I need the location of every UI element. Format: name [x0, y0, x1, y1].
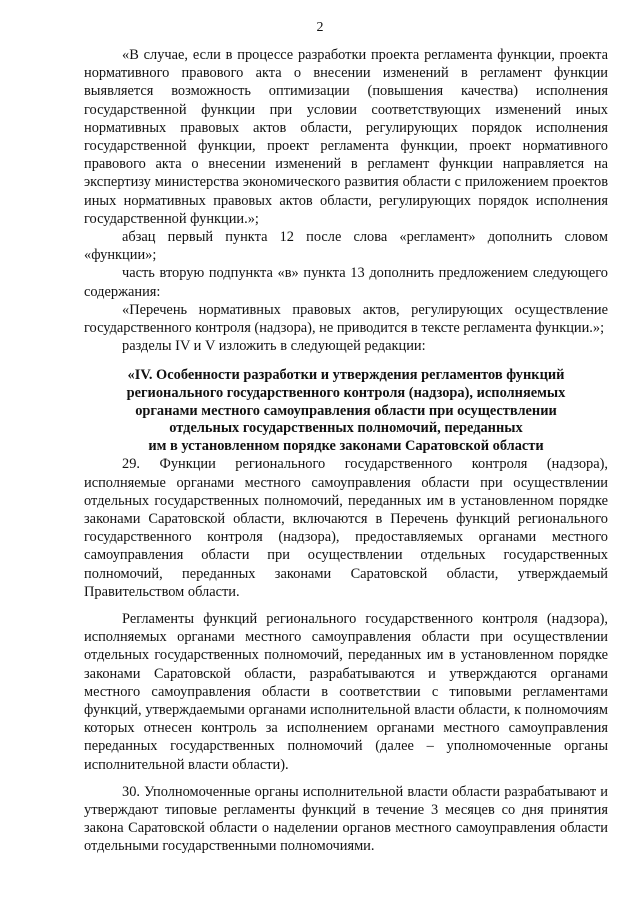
- paragraph-clause-13: часть вторую подпункта «в» пункта 13 дополнить предложением следующего содержания:: [84, 265, 608, 300]
- heading-line: органами местного самоуправления области при осуществлении: [135, 402, 557, 419]
- heading-line: им в установленном порядке законами Саратовской области: [148, 437, 544, 454]
- paragraph-item-29: 29. Функции регионального государственного контроля (надзора), исполняемые органами местного самоуправления области при осуществлении отдельных государственных полномочий, переданных им в установленном порядке законами Саратовской области, включаются в Перечень функций регионального государственного контроля (надзора), предоставляемых органами местного самоуправления области при осуществлении отдельных государственных полномочий, переданных законами Саратовской области, утверждаемый Правительством области.: [84, 456, 608, 600]
- heading-line: регионального государственного контроля (надзора), исполняемых: [126, 385, 566, 402]
- section-heading: [84, 367, 608, 455]
- heading-line: отдельных государственных полномочий, переданных: [169, 420, 523, 437]
- page-number: 2: [316, 20, 324, 35]
- paragraph-regulations: Регламенты функций регионального государственного контроля (надзора), исполняемых органами местного самоуправления области при осуществлении отдельных государственных полномочий, переданных им в установленном порядке законами Саратовской области, разрабатываются и утверждаются органами местного самоуправления области в соответствии с типовыми регламентами функций, утверждаемыми органами исполнительной власти области, к полномочиям которых отнесен контроль за исполнением органами местного самоуправления переданных государственных полномочий (далее – уполномоченные органы исполнительной власти области).: [84, 611, 608, 773]
- paragraph-gap: [84, 774, 608, 783]
- paragraph-gap: [84, 601, 608, 610]
- paragraph-clause-12: абзац первый пункта 12 после слова «регламент» дополнить словом «функции»;: [84, 229, 608, 264]
- paragraph-list-note: «Перечень нормативных правовых актов, регулирующих осуществление государственного контроля (надзора), не приводится в тексте регламента функции.»;: [84, 301, 608, 337]
- heading-line: «IV. Особенности разработки и утверждения регламентов функций: [127, 367, 565, 384]
- paragraph-sections-intro: разделы IV и V изложить в следующей редакции:: [122, 338, 426, 355]
- document-body: [84, 46, 608, 856]
- paragraph-item-30: 30. Уполномоченные органы исполнительной власти области разрабатывают и утверждают типовые регламенты функций в течение 3 месяцев со дня принятия закона Саратовской области о наделении органов местного самоуправления области отдельными государственными полномочиями.: [84, 783, 608, 855]
- paragraph-quoted-amendment: «В случае, если в процессе разработки проекта регламента функции, проекта нормативного правового акта о внесении изменений в регламент функции выявляется возможность оптимизации (повышения качества) исполнения государственной функции при условии соответствующих изменений иных нормативных правовых актов области, регулирующих порядок исполнения государственной функции, проект регламента функции, проект нормативного правового акта о внесении изменений в регламент функции направляется на экспертизу министерства экономического развития области с приложением проектов иных нормативных правовых актов области, регулирующих порядок исполнения государственной функции.»;: [84, 47, 608, 227]
